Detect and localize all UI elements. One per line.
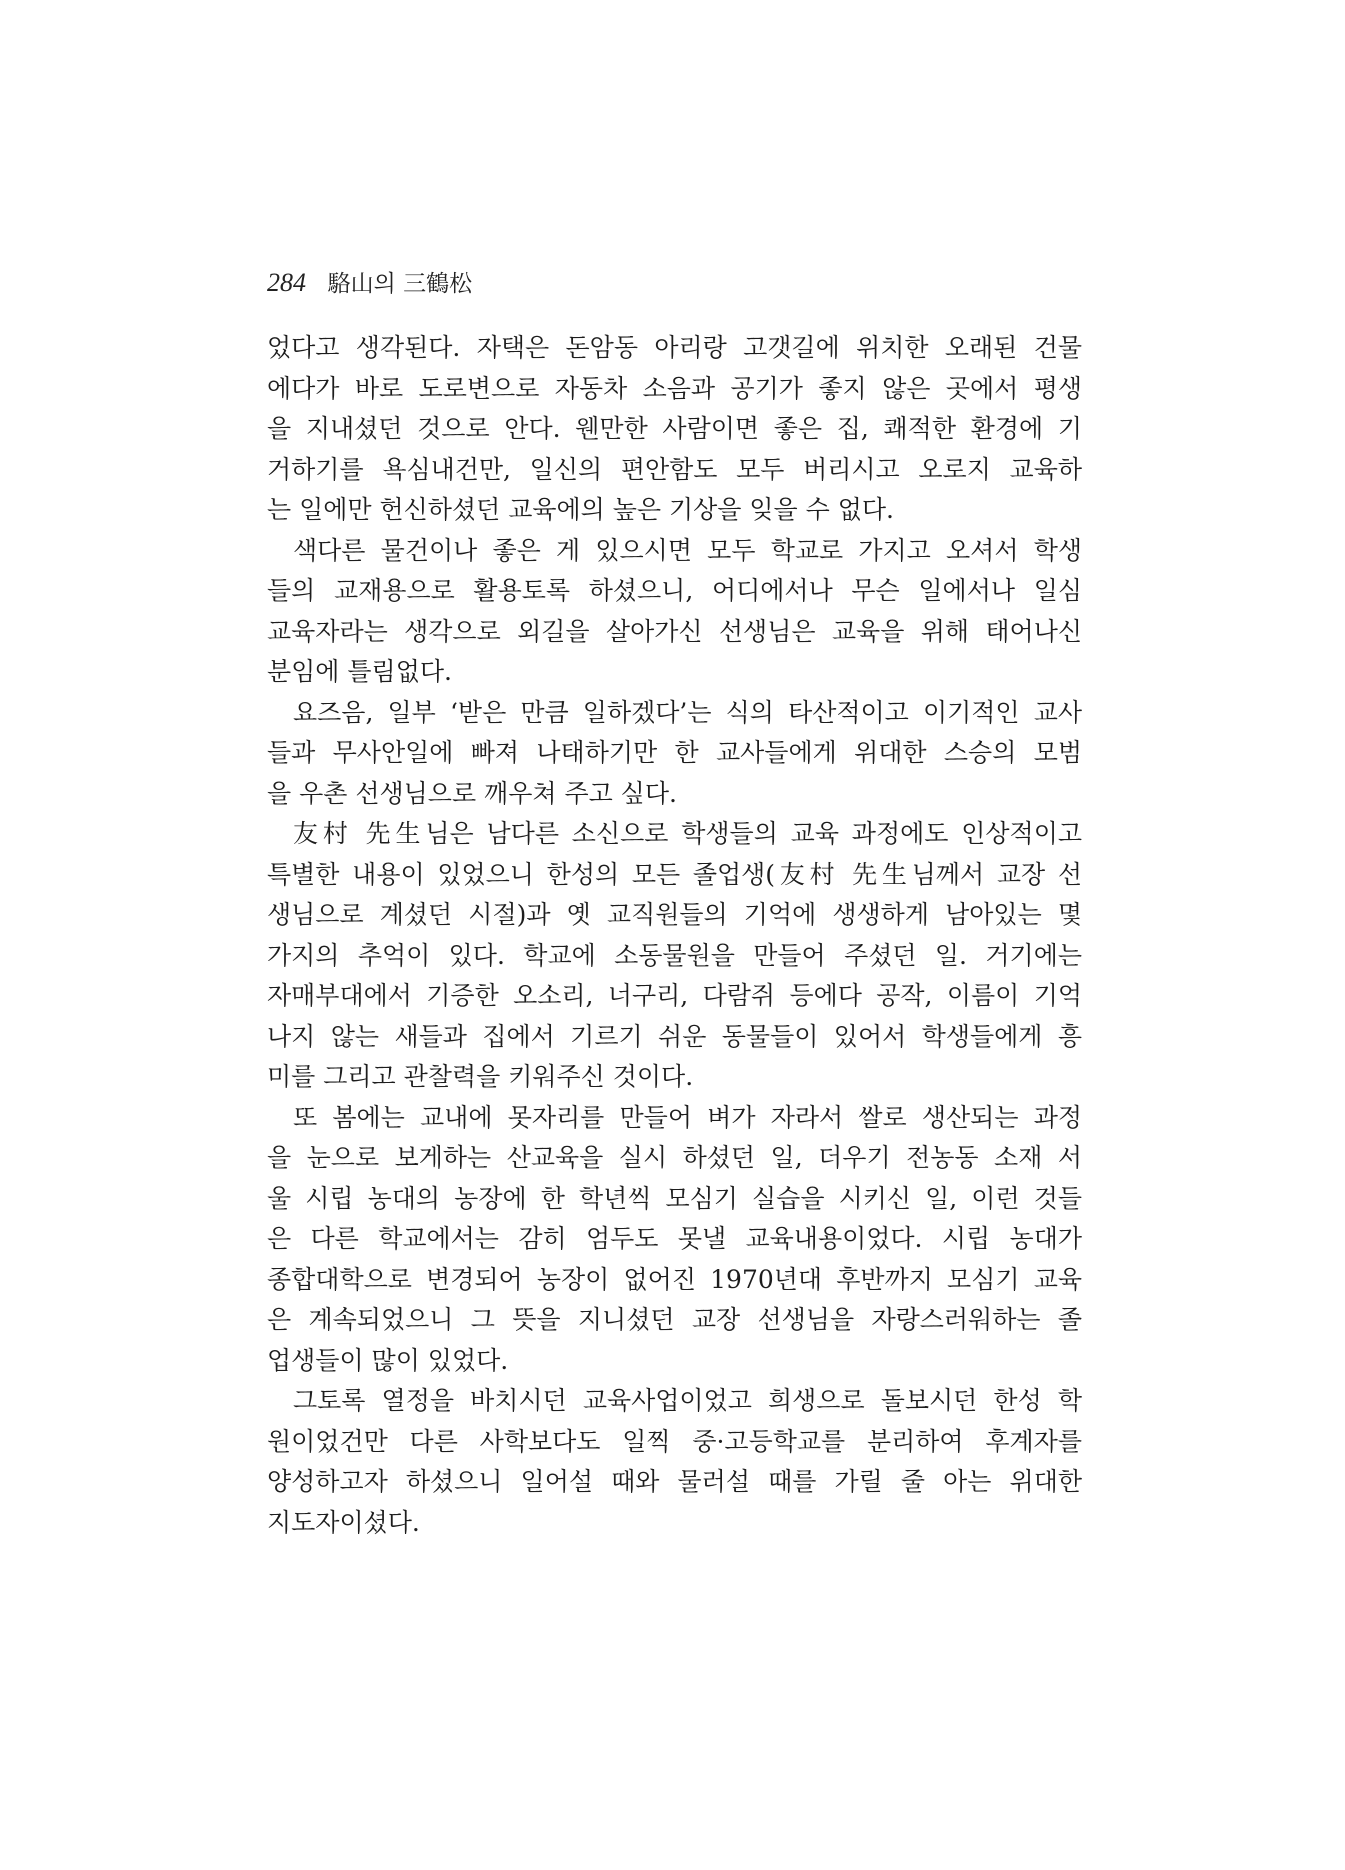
text-line: 자매부대에서 기증한 오소리, 너구리, 다람쥐 등에다 공작, 이름이 기억 xyxy=(267,981,1082,1010)
text-line: 요즈음, 일부 ‘받은 만큼 일하겠다’는 식의 타산적이고 이기적인 교사 xyxy=(293,697,1082,727)
text-line: 거하기를 욕심내건만, 일신의 편안함도 모두 버리시고 오로지 교육하 xyxy=(267,454,1082,484)
text-line: 었다고 생각된다. 자택은 돈암동 아리랑 고갯길에 위치한 오래된 건물 xyxy=(267,333,1082,362)
text-line: 을 지내셨던 것으로 안다. 웬만한 사람이면 좋은 집, 쾌적한 환경에 기 xyxy=(267,414,1082,443)
text-line: 을 눈으로 보게하는 산교육을 실시 하셨던 일, 더우기 전농동 소재 서 xyxy=(267,1143,1082,1172)
text-line: 울 시립 농대의 농장에 한 학년씩 모심기 실습을 시키신 일, 이런 것들 xyxy=(267,1183,1082,1213)
running-head xyxy=(267,268,472,299)
text-line: 지도자이셨다. xyxy=(267,1507,420,1537)
text-line: 은 계속되었으니 그 뜻을 지니셨던 교장 선생님을 자랑스러워하는 졸 xyxy=(267,1305,1082,1334)
text-line: 들의 교재용으로 활용토록 하셨으니, 어디에서나 무슨 일에서나 일심 xyxy=(267,576,1082,605)
text-line: 들과 무사안일에 빠져 나태하기만 한 교사들에게 위대한 스승의 모범 xyxy=(267,738,1082,767)
text-line: 생님으로 계셨던 시절)과 옛 교직원들의 기억에 생생하게 남아있는 몇 xyxy=(267,900,1082,929)
text-line: 양성하고자 하셨으니 일어설 때와 물러설 때를 가릴 줄 아는 위대한 xyxy=(267,1467,1082,1496)
text-line: 교육자라는 생각으로 외길을 살아가신 선생님은 교육을 위해 태어나신 xyxy=(267,616,1082,646)
text-line: 그토록 열정을 바치시던 교육사업이었고 희생으로 돌보시던 한성 학 xyxy=(293,1386,1082,1415)
text-line: 종합대학으로 변경되어 농장이 없어진 1970년대 후반까지 모심기 교육 xyxy=(267,1264,1082,1294)
text-line: 색다른 물건이나 좋은 게 있으시면 모두 학교로 가지고 오셔서 학생 xyxy=(293,535,1082,565)
text-line: 또 봄에는 교내에 못자리를 만들어 벼가 자라서 쌀로 생산되는 과정 xyxy=(293,1102,1082,1132)
text-line: 을 우촌 선생님으로 깨우쳐 주고 싶다. xyxy=(267,778,677,808)
text-line: 업생들이 많이 있었다. xyxy=(267,1345,509,1375)
book-title: 駱山의 三鶴松 xyxy=(327,271,473,297)
text-line: 특별한 내용이 있었으니 한성의 모든 졸업생(友村 先生님께서 교장 선 xyxy=(267,859,1082,889)
text-line: 분임에 틀림없다. xyxy=(267,657,452,686)
text-line: 友村 先生님은 남다른 소신으로 학생들의 교육 과정에도 인상적이고 xyxy=(293,819,1082,848)
text-line: 은 다른 학교에서는 감히 엄두도 못낼 교육내용이었다. 시립 농대가 xyxy=(267,1224,1082,1253)
page-number: 284 xyxy=(267,268,306,297)
text-line: 나지 않는 새들과 집에서 기르기 쉬운 동물들이 있어서 학생들에게 흥 xyxy=(267,1021,1082,1051)
text-line: 가지의 추억이 있다. 학교에 소동물원을 만들어 주셨던 일. 거기에는 xyxy=(267,940,1082,970)
body-text xyxy=(267,328,1082,1543)
text-line: 에다가 바로 도로변으로 자동차 소음과 공기가 좋지 않은 곳에서 평생 xyxy=(267,373,1082,403)
text-line: 미를 그리고 관찰력을 키워주신 것이다. xyxy=(267,1062,694,1091)
text-line: 는 일에만 헌신하셨던 교육에의 높은 기상을 잊을 수 없다. xyxy=(267,495,894,524)
text-line: 원이었건만 다른 사학보다도 일찍 중·고등학교를 분리하여 후계자를 xyxy=(267,1426,1082,1456)
